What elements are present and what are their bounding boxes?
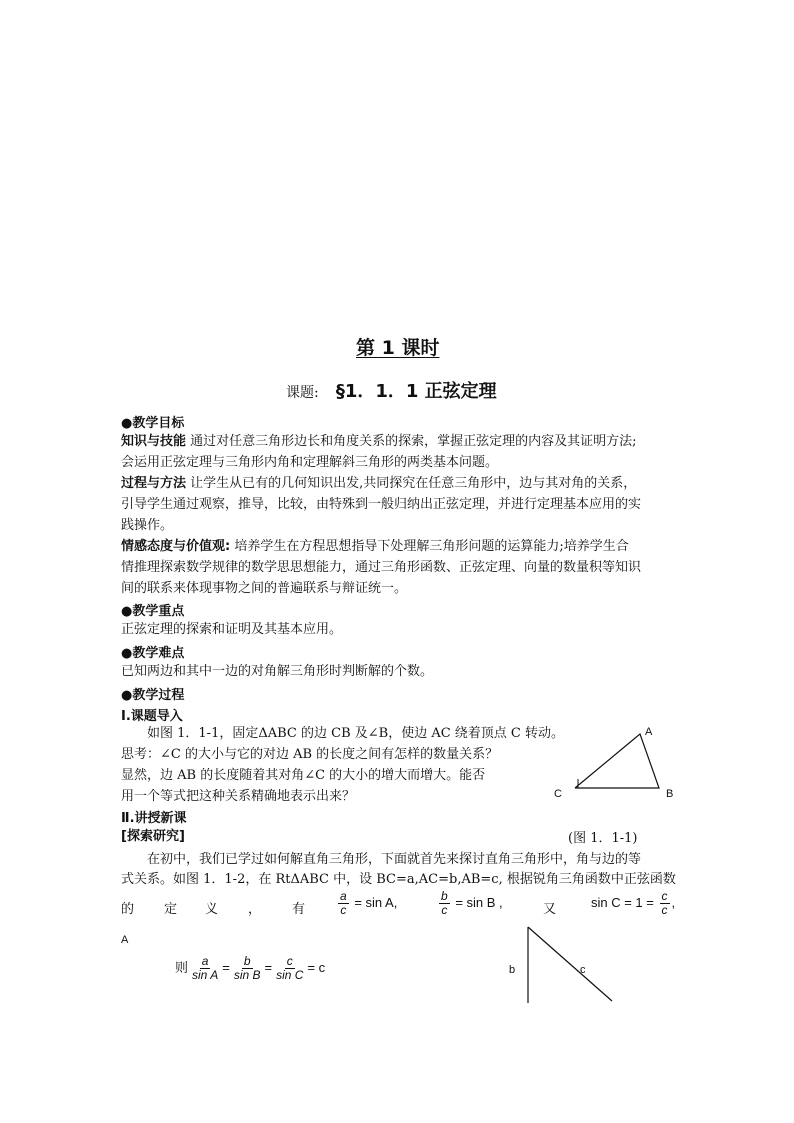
frac-den: c [441,903,448,917]
intro-line-3: 显然，边 AB 的长度随着其对角∠C 的大小的增大而增大。能否 [121,768,486,783]
section2-heading: Ⅱ.讲授新课 [121,811,187,826]
frac-num: c [286,954,293,968]
process-text-1: 让学生从已有的几何知识出发,共同探究在任意三角形中，边与其对角的关系， [190,476,637,491]
frac-b-sinb [232,955,263,982]
key-points-text: 正弦定理的探索和证明及其基本应用。 [121,622,343,637]
topic-label: 课题: [286,385,319,401]
attitude-line-2: 情推理探索数学规律的数学思思想能力，通过三角形函数、正弦定理、向量的数量积等知识 [121,560,642,575]
frac-den: c [340,903,347,917]
intro-line-1: 如图 1．1-1，固定ΔABC 的边 CB 及∠B，使边 AC 绕着顶点 C 转动。 [147,726,565,741]
process-heading: ●教学过程 [121,688,185,703]
frac-den: sin A [192,968,219,982]
attitude-line-1 [121,536,629,557]
difficulties-heading: ●教学难点 [121,646,185,661]
eq-sign: = [264,959,273,975]
frac-c-c [660,890,670,917]
fig2-label-b: b [509,964,516,976]
explore-heading: [探索研究] [121,829,185,844]
frac-num: c [661,889,668,903]
fig1-label-c: C [554,788,562,800]
frac-num: b [441,889,448,903]
knowledge-line-2: 会运用正弦定理与三角形内角和定理解斜三角形的两类基本问题。 [121,455,499,470]
formula-sin-b [437,890,503,917]
body-line-1: 在初中，我们已学过如何解直角三角形，下面就首先来探讨直角三角形中，角与边的等 [147,852,642,867]
objectives-heading: ●教学目标 [121,416,185,431]
frac-num: a [201,954,209,968]
fig1-caption: (图 1．1-1) [568,831,638,846]
frac-a-c [338,890,349,917]
attitude-line-3: 间的联系来体现事物之间的普遍联系与辩证统一。 [121,581,408,596]
fig2-label-c: c [580,964,586,976]
section1-heading: Ⅰ.课题导入 [121,709,183,724]
intro-line-2: 思考：∠C 的大小与它的对边 AB 的长度之间有怎样的数量关系？ [121,747,499,762]
process-line-2: 引导学生通过观察，推导，比较，由特殊到一般归纳出正弦定理，并进行定理基本应用的实 [121,497,642,512]
fig1-label-a: A [645,726,653,738]
frac-num: a [340,889,347,903]
figure-1-2 [520,925,620,1005]
frac-a-sina [190,955,220,982]
lesson-title: 第 1 课时 [356,337,440,359]
frac-den: c [661,903,668,917]
formula1-rhs: = sin A, [354,894,398,910]
conj-text: 又 [543,902,557,917]
intro-line-4: 用一个等式把这种关系精确地表示出来？ [121,789,356,804]
frac-den: sin B [233,968,261,982]
frac-num: b [243,954,251,968]
def-word-1: 的 [121,902,135,917]
triangle-abc [575,734,659,788]
formula2-rhs: = sin B , [455,894,503,910]
process-line-1 [121,473,636,494]
attitude-label: 情感态度与价值观: [121,539,231,554]
frac-b-c [439,890,450,917]
formula3-tail: , [671,894,676,910]
frac-den: sin C [276,968,304,982]
process-line-3: 践操作。 [121,518,174,533]
figure-1-1 [555,724,675,804]
eq-sign: = [222,959,230,975]
def-word-2: 定 [164,902,178,917]
formula-sin-c [591,890,675,917]
difficulties-text: 已知两边和其中一边的对角解三角形时判断解的个数。 [121,664,434,679]
key-points-heading: ●教学重点 [121,604,185,619]
formula3-lhs: sin C = 1 = [591,894,654,910]
then-text: 则 [175,960,189,976]
topic-title: §1．1．1 正弦定理 [335,381,497,402]
formula-sin-a [336,890,397,917]
fig1-label-b: B [666,788,674,800]
law-of-sines [175,955,325,982]
knowledge-text-1: 通过对任意三角形边长和角度关系的探索，掌握正弦定理的内容及其证明方法; [190,434,637,449]
process-label: 过程与方法 [121,476,187,491]
frac-c-sinc [274,955,305,982]
def-word-3: 义 [205,902,219,917]
knowledge-label: 知识与技能 [121,434,187,449]
chain-end: = c [307,959,326,975]
attitude-text-1: 培养学生在方程思想指导下处理解三角形问题的运算能力;培养学生合 [234,539,629,554]
def-word-5: 有 [292,902,306,917]
fig2-label-a: A [121,934,129,946]
side-c [528,927,612,1001]
knowledge-line-1 [121,431,637,452]
topic-line [286,377,497,403]
def-word-4: ， [248,902,262,917]
body-line-2: 式关系。如图 1．1-2，在 RtΔABC 中，设 BC=a,AC=b,AB=c, 根据锐角三角函数中正弦函数 [121,872,676,887]
